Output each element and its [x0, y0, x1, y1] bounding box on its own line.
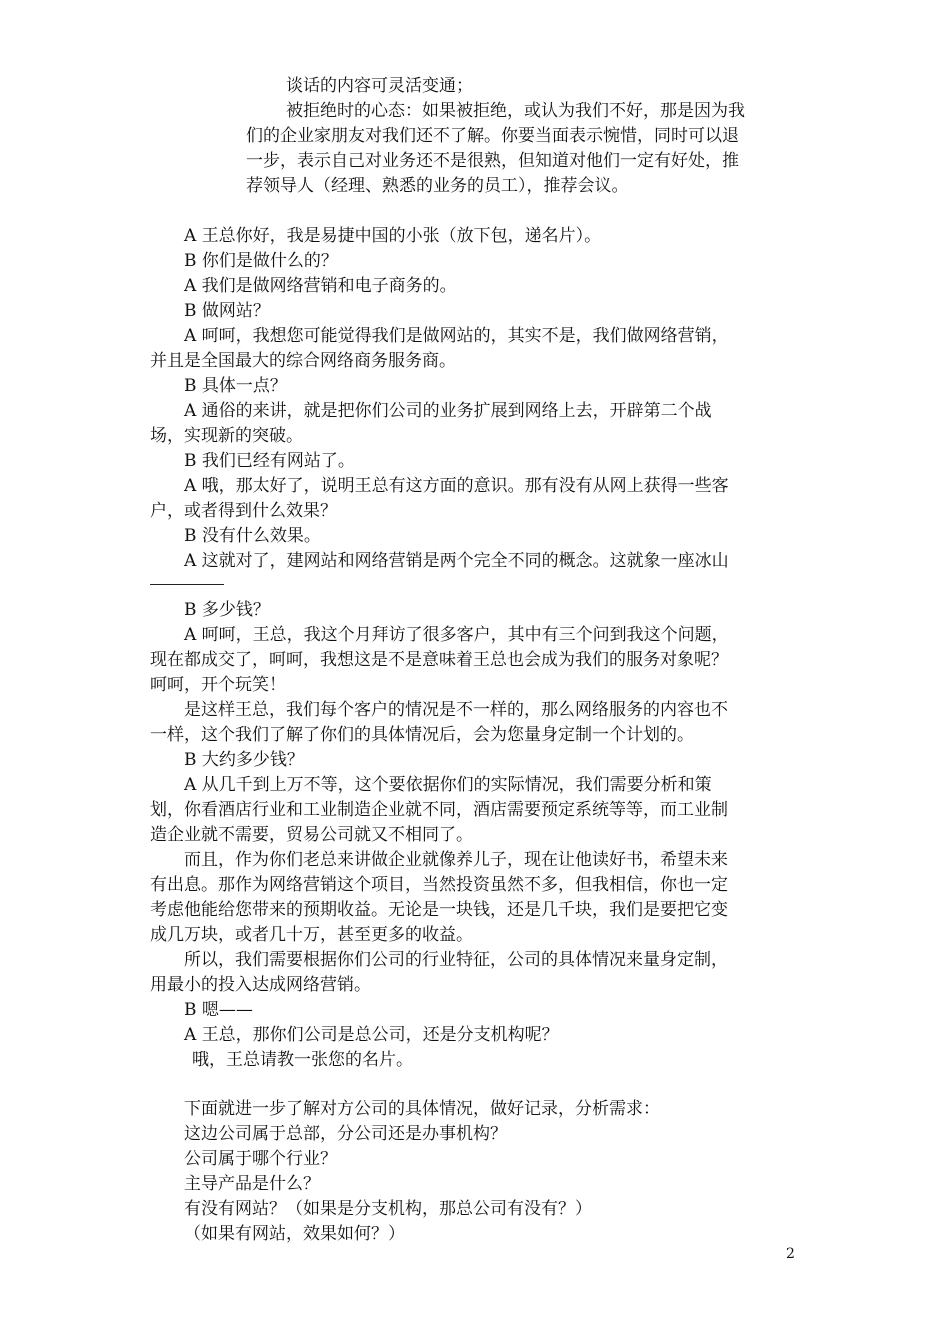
dialogue-line: 用最小的投入达成网络营销。 — [150, 975, 371, 995]
dash-separator — [150, 584, 224, 585]
dialogue-line: A 哦，那太好了，说明王总有这方面的意识。那有没有从网上获得一些客 — [184, 476, 729, 496]
dialogue-line: 造企业就不需要，贸易公司就又不相同了。 — [150, 825, 473, 845]
dialogue-line: 而且，作为你们老总来讲做企业就像养儿子，现在让他读好书，希望未来 — [184, 850, 728, 870]
dialogue-line: A 这就对了，建网站和网络营销是两个完全不同的概念。这就象一座冰山 — [184, 551, 729, 571]
dialogue-line: 场，实现新的突破。 — [150, 426, 303, 446]
followup-line: 下面就进一步了解对方公司的具体情况，做好记录，分析需求： — [184, 1099, 660, 1119]
dialogue-line: A 呵呵，王总，我这个月拜访了很多客户，其中有三个问到我这个问题， — [184, 625, 729, 645]
dialogue-line: B 多少钱？ — [184, 600, 270, 620]
followup-line: 公司属于哪个行业？ — [184, 1149, 337, 1169]
dialogue-line: B 做网站？ — [184, 301, 270, 321]
dialogue-line: 成几万块，或者几十万，甚至更多的收益。 — [150, 925, 473, 945]
dialogue-line: A 呵呵，我想您可能觉得我们是做网站的，其实不是，我们做网络营销， — [184, 326, 729, 346]
dialogue-line: A 通俗的来讲，就是把你们公司的业务扩展到网络上去，开辟第二个战 — [184, 401, 712, 421]
dialogue-line: 有出息。那作为网络营销这个项目，当然投资虽然不多，但我相信，你也一定 — [150, 875, 728, 895]
dialogue-line: 划，你看酒店行业和工业制造企业就不同，酒店需要预定系统等等，而工业制 — [150, 800, 728, 820]
followup-line: 有没有网站？（如果是分支机构，那总公司有没有？） — [184, 1199, 592, 1219]
intro-line: 一步，表示自己对业务还不是很熟，但知道对他们一定有好处，推 — [246, 151, 739, 171]
page-number: 2 — [786, 1246, 795, 1262]
dialogue-line: A 从几千到上万不等，这个要依据你们的实际情况，我们需要分析和策 — [184, 775, 712, 795]
dialogue-line: B 大约多少钱？ — [184, 750, 304, 770]
dialogue-line: 现在都成交了，呵呵，我想这是不是意味着王总也会成为我们的服务对象呢？ — [150, 650, 728, 670]
dialogue-line: 并且是全国最大的综合网络商务服务商。 — [150, 351, 456, 371]
dialogue-line: 考虑他能给您带来的预期收益。无论是一块钱，还是几千块，我们是要把它变 — [150, 900, 728, 920]
followup-line: （如果有网站，效果如何？） — [184, 1224, 405, 1244]
dialogue-line: 哦，王总请教一张您的名片。 — [192, 1050, 413, 1070]
dialogue-line: B 没有什么效果。 — [184, 526, 321, 546]
dialogue-line: 所以，我们需要根据你们公司的行业特征，公司的具体情况来量身定制， — [184, 950, 728, 970]
dialogue-line: B 我们已经有网站了。 — [184, 451, 355, 471]
intro-line: 被拒绝时的心态：如果被拒绝，或认为我们不好，那是因为我 — [286, 101, 745, 121]
dialogue-line: B 具体一点？ — [184, 376, 287, 396]
dialogue-line: B 嗯—— — [184, 1000, 253, 1020]
dialogue-line: 是这样王总，我们每个客户的情况是不一样的，那么网络服务的内容也不 — [184, 700, 728, 720]
dialogue-line: B 你们是做什么的？ — [184, 251, 338, 271]
dialogue-line: 呵呵，开个玩笑！ — [150, 675, 286, 695]
followup-line: 主导产品是什么？ — [184, 1174, 320, 1194]
dialogue-line: A 王总，那你们公司是总公司，还是分支机构呢？ — [184, 1025, 559, 1045]
dialogue-line: A 王总你好，我是易捷中国的小张（放下包，递名片）。 — [184, 226, 602, 246]
dialogue-line: 户，或者得到什么效果？ — [150, 501, 337, 521]
intro-line: 谈话的内容可灵活变通； — [286, 76, 473, 96]
intro-line: 荐领导人（经理、熟悉的业务的员工），推荐会议。 — [246, 176, 629, 196]
followup-line: 这边公司属于总部，分公司还是办事机构？ — [184, 1124, 507, 1144]
dialogue-line: A 我们是做网络营销和电子商务的。 — [184, 276, 457, 296]
intro-line: 们的企业家朋友对我们还不了解。你要当面表示惋惜，同时可以退 — [246, 126, 739, 146]
dialogue-line: 一样，这个我们了解了你们的具体情况后，会为您量身定制一个计划的。 — [150, 725, 694, 745]
